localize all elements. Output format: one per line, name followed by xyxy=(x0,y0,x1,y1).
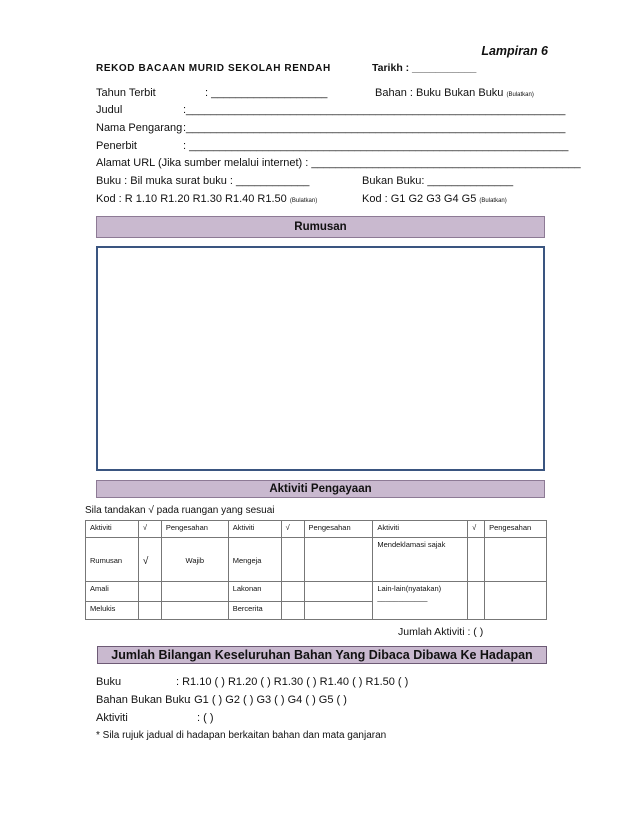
table-row xyxy=(86,538,547,582)
footnote: * Sila rujuk jadual di hadapan berkaitan bahan dan mata ganjaran xyxy=(96,730,387,741)
header-cell: Pengesahan xyxy=(304,521,373,538)
sign-bercerita[interactable] xyxy=(304,602,373,620)
aktiviti-instruction: Sila tandakan √ pada ruangan yang sesuai xyxy=(85,505,275,516)
summary-buku-values[interactable]: : R1.10 ( ) R1.20 ( ) R1.30 ( ) R1.40 ( ) R1.50 ( ) xyxy=(176,676,409,688)
header-cell: Aktiviti xyxy=(373,521,468,538)
sign-melukis[interactable] xyxy=(161,602,228,620)
kod-r[interactable] xyxy=(96,193,317,205)
url-field[interactable]: Alamat URL (Jika sumber melalui internet) : ____________________________________________ xyxy=(96,157,581,169)
summary-buku-label: Buku xyxy=(96,676,122,688)
summary-aktiviti-label: Aktiviti xyxy=(96,712,128,724)
header-cell: √ xyxy=(138,521,161,538)
cell-bercerita: Bercerita xyxy=(228,602,281,620)
table-header-row xyxy=(86,521,547,538)
lain-label: Lain-lain(nyatakan) xyxy=(377,584,442,593)
cell-lain xyxy=(373,582,468,620)
sign-mengeja[interactable] xyxy=(304,538,373,582)
kod-r-bulatkan: (Bulatkan) xyxy=(289,198,318,204)
pengarang-label: Nama Pengarang xyxy=(96,122,183,134)
page-title: REKOD BACAAN MURID SEKOLAH RENDAH xyxy=(96,63,331,74)
bahan-field[interactable] xyxy=(375,87,534,99)
check-amali[interactable] xyxy=(138,582,161,602)
summary-bukan-label: Bahan Bukan Buku xyxy=(96,694,191,706)
table-row xyxy=(86,582,547,602)
aktiviti-table xyxy=(85,520,547,620)
tahun-terbit-field[interactable]: : ___________________ xyxy=(205,87,328,99)
aktiviti-bar: Aktiviti Pengayaan xyxy=(96,480,545,498)
check-lakonan[interactable] xyxy=(281,582,304,602)
kod-r-text: Kod : R 1.10 R1.20 R1.30 R1.40 R1.50 xyxy=(96,193,287,205)
kod-g-text: Kod : G1 G2 G3 G4 G5 xyxy=(362,193,477,205)
header-cell: Pengesahan xyxy=(161,521,228,538)
tahun-terbit-label: Tahun Terbit xyxy=(96,87,156,99)
judul-label: Judul xyxy=(96,104,123,116)
cell-rumusan: Rumusan xyxy=(86,538,139,582)
header-cell: √ xyxy=(281,521,304,538)
sign-mendeklamasi[interactable] xyxy=(485,538,547,582)
header-cell: Aktiviti xyxy=(86,521,139,538)
cell-amali: Amali xyxy=(86,582,139,602)
jumlah-aktiviti[interactable]: Jumlah Aktiviti : ( ) xyxy=(398,626,484,638)
cell-melukis: Melukis xyxy=(86,602,139,620)
check-mendeklamasi[interactable] xyxy=(468,538,485,582)
cell-mendeklamasi: Mendeklamasi sajak xyxy=(373,538,468,582)
summary-aktiviti-values[interactable]: : ( ) xyxy=(197,712,214,724)
check-lain[interactable] xyxy=(468,582,485,620)
cell-wajib: Wajib xyxy=(161,538,228,582)
check-melukis[interactable] xyxy=(138,602,161,620)
header-cell: √ xyxy=(468,521,485,538)
kod-g[interactable] xyxy=(362,193,507,205)
penerbit-field[interactable]: : ______________________________________________________________ xyxy=(183,140,569,152)
rumusan-bar: Rumusan xyxy=(96,216,545,238)
summary-bukan-values[interactable]: : G1 ( ) G2 ( ) G3 ( ) G4 ( ) G5 ( ) xyxy=(188,694,347,706)
sign-lain[interactable] xyxy=(485,582,547,620)
kod-g-bulatkan: (Bulatkan) xyxy=(479,198,507,204)
bukan-buku-field[interactable]: Bukan Buku: ______________ xyxy=(362,175,514,187)
check-rumusan[interactable]: √ xyxy=(138,538,161,582)
penerbit-label: Penerbit xyxy=(96,140,137,152)
header-cell: Pengesahan xyxy=(485,521,547,538)
judul-field[interactable]: :______________________________________________________________ xyxy=(183,104,566,116)
lampiran-label: Lampiran 6 xyxy=(481,44,548,58)
cell-lakonan: Lakonan xyxy=(228,582,281,602)
header-cell: Aktiviti xyxy=(228,521,281,538)
check-mengeja[interactable] xyxy=(281,538,304,582)
tarikh-field[interactable]: Tarikh : ___________ xyxy=(372,62,477,74)
sign-lakonan[interactable] xyxy=(304,582,373,602)
jumlah-bar: Jumlah Bilangan Keseluruhan Bahan Yang Dibaca Dibawa Ke Hadapan xyxy=(97,646,547,664)
lain-line[interactable]: ____________ xyxy=(377,593,428,602)
rumusan-textarea[interactable] xyxy=(96,246,545,471)
pengarang-field[interactable]: :______________________________________________________________ xyxy=(183,122,566,134)
buku-field[interactable]: Buku : Bil muka surat buku : ____________ xyxy=(96,175,310,187)
bulatkan-note: (Bulatkan) xyxy=(506,92,534,98)
sign-amali[interactable] xyxy=(161,582,228,602)
bahan-text: Bahan : Buku Bukan Buku xyxy=(375,87,504,99)
cell-mengeja: Mengeja xyxy=(228,538,281,582)
check-bercerita[interactable] xyxy=(281,602,304,620)
